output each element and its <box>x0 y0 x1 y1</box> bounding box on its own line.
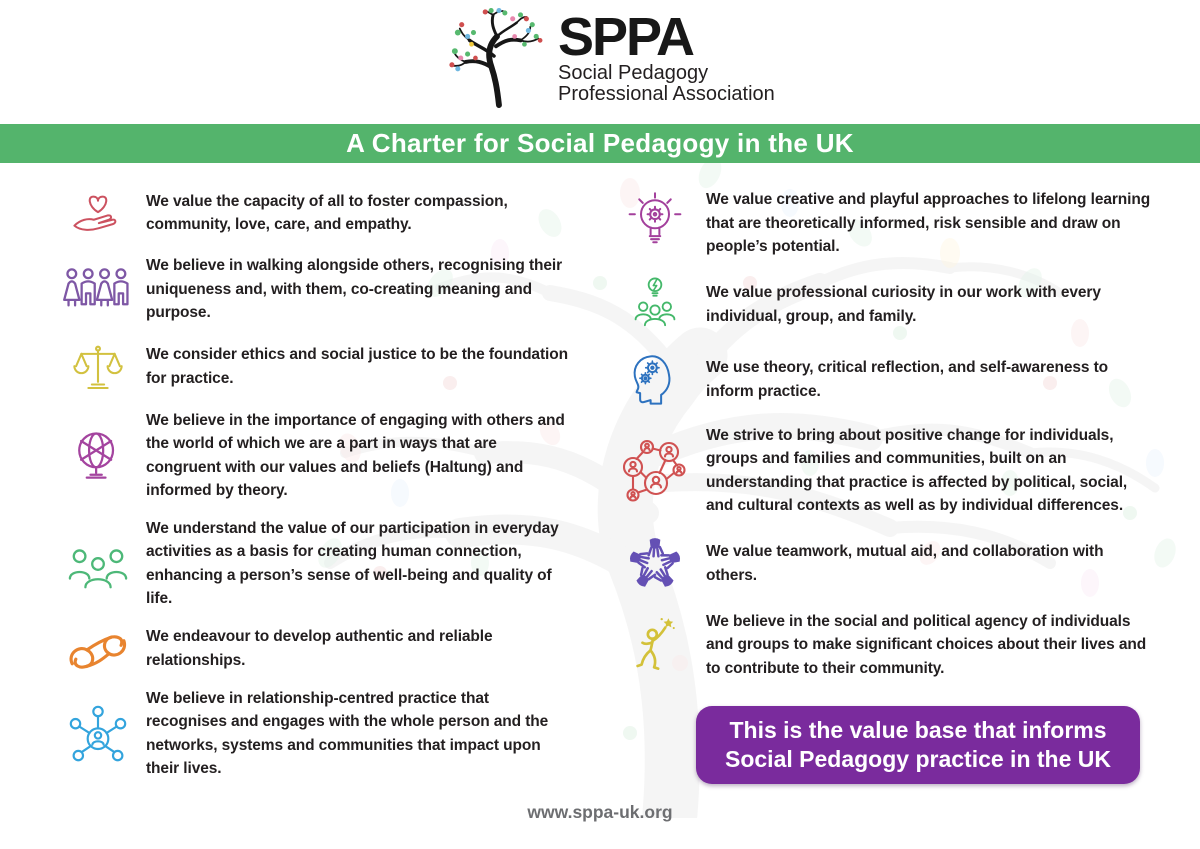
value-item <box>58 186 572 240</box>
idea-bulb-gear-icon <box>612 189 698 257</box>
value-item <box>58 254 572 325</box>
value-item <box>58 517 572 611</box>
heart-in-hand-icon <box>58 186 138 240</box>
logo-name-line2: Professional Association <box>558 83 775 105</box>
value-text: We strive to bring about positive change for individuals, groups and families and communities, built on an understanding that practice is affected by political, social, and cultural contexts as well as by individual differences. <box>706 426 1128 514</box>
globe-icon <box>58 426 138 486</box>
sppa-tree-logo-icon <box>448 8 546 108</box>
value-item <box>612 424 1156 518</box>
value-text: We use theory, critical reflection, and self-awareness to inform practice. <box>706 359 1109 400</box>
logo <box>448 8 775 108</box>
value-item <box>58 687 572 781</box>
scales-icon <box>58 339 138 395</box>
value-text: We believe in the importance of engaging with others and the world of which we are a part in ways that are congruent with our values and beliefs (Haltung) and informed by theory. <box>146 411 565 499</box>
value-text: We value creative and playful approaches to lifelong learning that are theoretically informed, risk sensible and draw on people’s potential. <box>706 191 1151 255</box>
logo-wordmark <box>558 7 775 105</box>
people-network-icon <box>612 439 698 503</box>
page-title: A Charter for Social Pedagogy in the UK <box>346 128 854 158</box>
knot-icon <box>58 625 138 673</box>
value-item <box>612 351 1156 409</box>
value-text: We believe in relationship-centred practice that recognises and engages with the whole person and the networks, systems and communities that impact upon their lives. <box>146 689 549 777</box>
values-column-left <box>58 186 572 781</box>
logo-acronym: SPPA <box>558 7 694 67</box>
values-column-right <box>612 188 1156 680</box>
title-banner <box>0 124 1200 163</box>
head-gears-icon <box>612 351 698 409</box>
footer-url: www.sppa-uk.org <box>527 802 673 822</box>
value-text: We endeavour to develop authentic and reliable relationships. <box>146 628 493 669</box>
value-item <box>58 339 572 395</box>
hands-together-icon <box>612 533 698 595</box>
value-item <box>612 610 1156 681</box>
value-text: We value professional curiosity in our work with every individual, group, and family. <box>706 284 1101 325</box>
value-text: We understand the value of our participation in everyday activities as a basis for creating human connection, enhancing a person’s sense of well-being and quality of life. <box>146 519 559 607</box>
value-item <box>612 533 1156 595</box>
curiosity-bulb-people-icon <box>612 274 698 336</box>
value-text: We believe in the social and political agency of individuals and groups to make significant choices about their lives and to contribute to their community. <box>706 612 1147 677</box>
value-text: We believe in walking alongside others, recognising their uniqueness and, with them, co-creating meaning and purpose. <box>146 257 563 321</box>
value-item <box>58 625 572 673</box>
person-star-icon <box>612 613 698 677</box>
value-text: We consider ethics and social justice to be the foundation for practice. <box>146 346 568 387</box>
people-row-icon <box>58 265 138 313</box>
value-item <box>612 188 1156 259</box>
callout-box: This is the value base that informs Social Pedagogy practice in the UK <box>696 706 1140 784</box>
network-icon <box>58 703 138 765</box>
logo-name-line1: Social Pedagogy <box>558 62 709 84</box>
people-group-icon <box>58 537 138 591</box>
value-item <box>612 274 1156 336</box>
value-text: We value teamwork, mutual aid, and collaboration with others. <box>706 543 1104 584</box>
value-text: We value the capacity of all to foster compassion, community, love, care, and empathy. <box>146 192 508 233</box>
value-item <box>58 409 572 503</box>
